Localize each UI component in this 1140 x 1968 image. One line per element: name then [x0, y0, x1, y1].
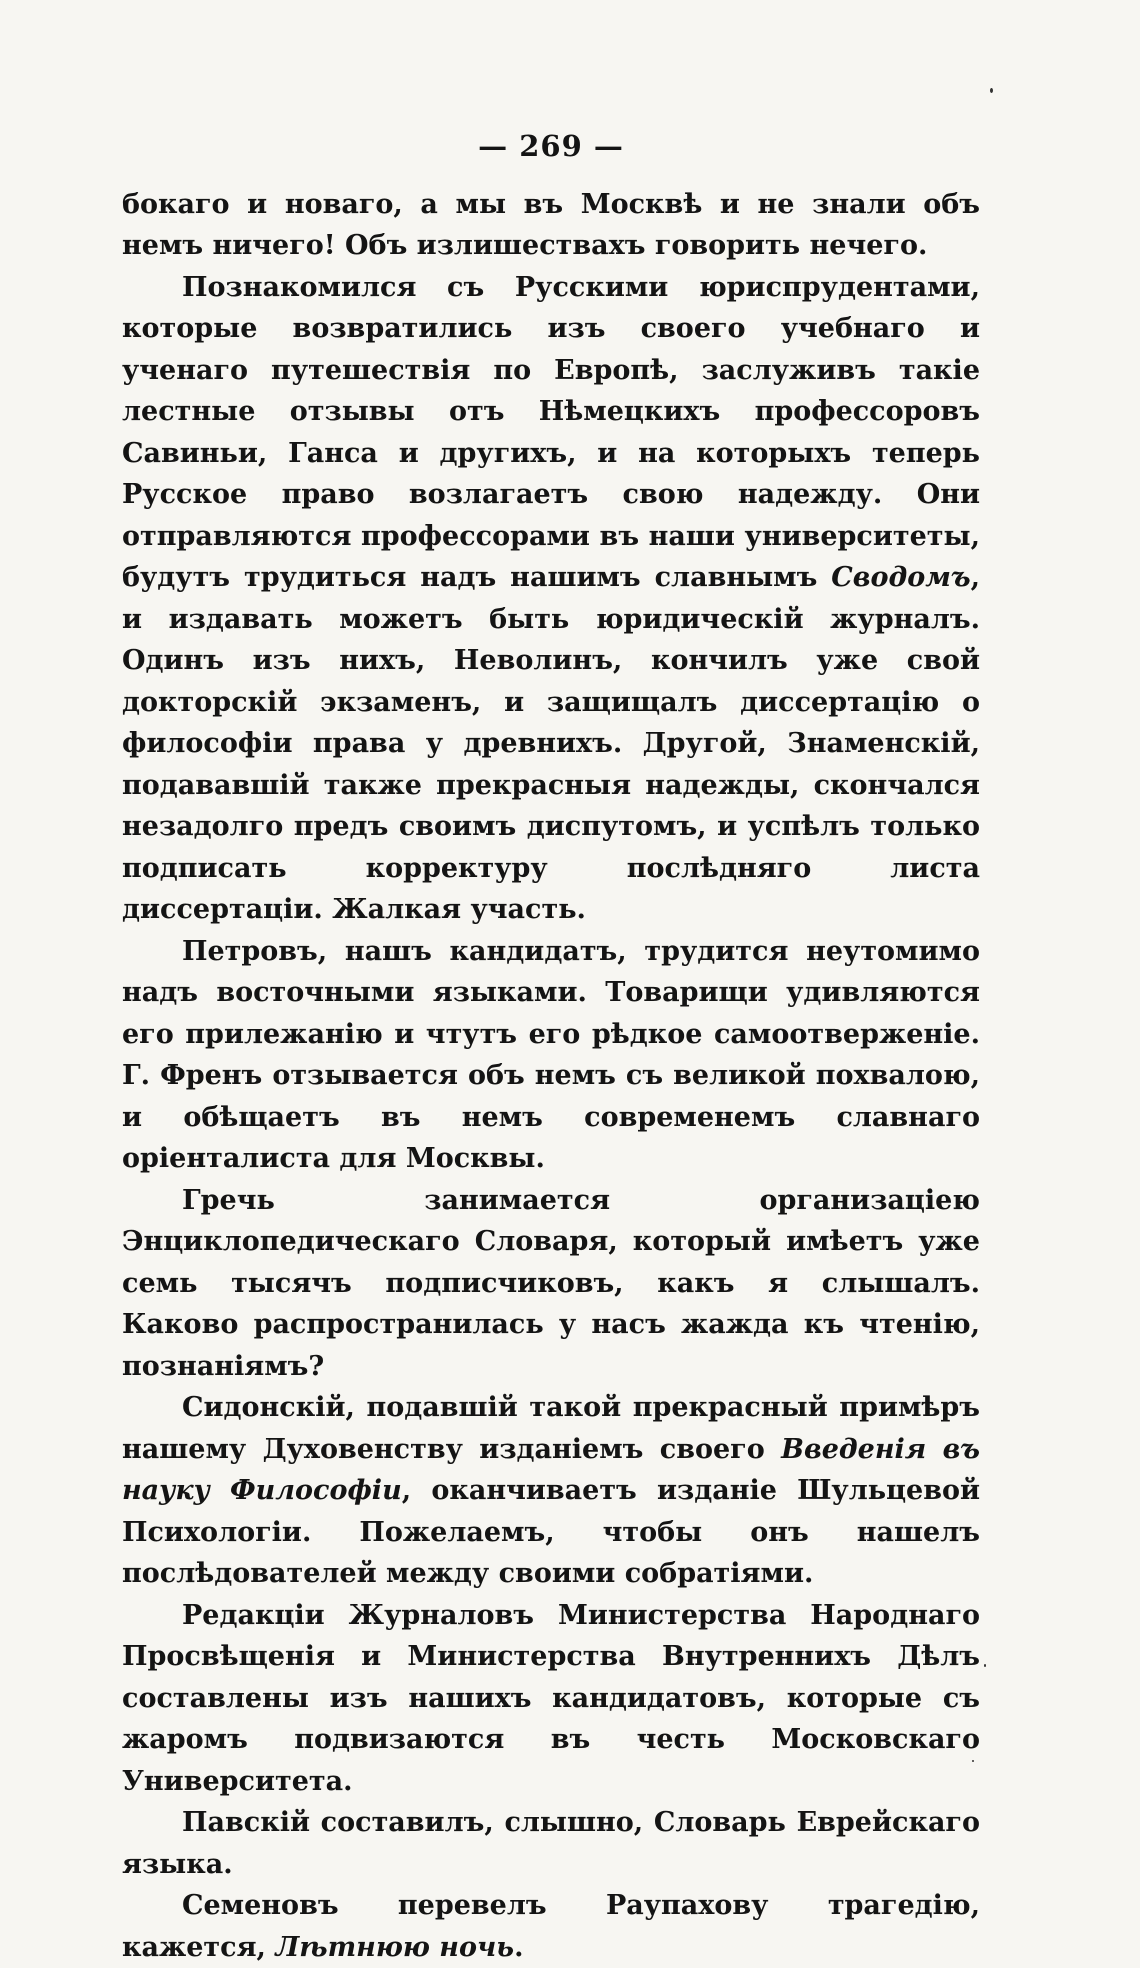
scan-speck	[990, 88, 993, 93]
paragraph-7	[122, 1802, 980, 1885]
text-span: , оканчиваетъ изданіе Шульцевой Психологіи. Пожелаемъ, чтобы онъ нашелъ послѣдователей между своими собратіями.	[122, 1475, 980, 1589]
scan-speck	[972, 1760, 974, 1762]
paragraph-5	[122, 1387, 980, 1595]
scan-speck	[984, 1664, 986, 1667]
text-span: Познакомился съ Русскими юриспрудентами, которые возвратились изъ своего учебнаго и ученаго путешествія по Европѣ, заслуживъ такіе лестные отзывы отъ Нѣмецкихъ профессоровъ Савиньи, Ганса и другихъ, и на которыхъ теперь Русское право возлагаетъ свою надежду. Они отправляются профессорами въ наши университеты, будутъ трудиться надъ нашимъ славнымъ	[122, 271, 980, 593]
text-span: Павскій составилъ, слышно, Словарь Еврейскаго языка.	[122, 1807, 980, 1880]
paragraph-2	[122, 267, 980, 931]
paragraph-6	[122, 1595, 980, 1803]
paragraph-8	[122, 1885, 980, 1968]
text-span: , и издавать можетъ быть юридическій журналъ. Одинъ изъ нихъ, Неволинъ, кончилъ уже свой докторскій экзаменъ, и защищалъ диссертацію о философіи права у древнихъ. Другой, Знаменскій, подававшій также прекрасныя надежды, скончался незадолго предъ своимъ диспутомъ, и успѣлъ только подписать корректуру послѣдняго листа диссертаціи. Жалкая участь.	[122, 562, 980, 925]
italic-title-letnyaya-noch: Лѣтнюю ночь	[275, 1931, 515, 1963]
text-span: Семеновъ перевелъ Раупахову трагедію, кажется,	[122, 1890, 980, 1963]
book-page	[122, 126, 980, 1968]
paragraph-3	[122, 931, 980, 1180]
text-span: Гречь занимается организаціею Энциклопедическаго Словаря, который имѣетъ уже семь тысячъ подписчиковъ, какъ я слышалъ. Каково распространилась у насъ жажда къ чтенію, познаніямъ?	[122, 1184, 980, 1382]
paragraph-1	[122, 184, 980, 267]
italic-title-vvedenie: Введенія въ науку Философіи	[122, 1433, 981, 1506]
text-span: .	[514, 1931, 524, 1963]
text-span: Сидонскій, подавшій такой прекрасный примѣръ нашему Духовенству изданіемъ своего	[122, 1392, 980, 1465]
text-span: Петровъ, нашъ кандидатъ, трудится неутомимо надъ восточными языками. Товарищи удивляются его прилежанію и чтутъ его рѣдкое самоотверженіе. Г. Френъ отзывается объ немъ съ великой похвалою, и обѣщаетъ въ немъ современемъ славнаго оріенталиста для Москвы.	[122, 935, 980, 1174]
paragraph-4	[122, 1180, 980, 1388]
page-number: — 269 —	[478, 129, 624, 163]
italic-title-svod: Сводомъ	[831, 562, 971, 593]
text-span: Редакціи Журналовъ Министерства Народнаго Просвѣщенія и Министерства Внутреннихъ Дѣлъ составлены изъ нашихъ кандидатовъ, которые съ жаромъ подвизаются въ честь Московскаго Университета.	[122, 1599, 980, 1797]
text-span: бокаго и новаго, а мы въ Москвѣ и не знали объ немъ ничего! Объ излишествахъ говорить нечего.	[122, 188, 980, 261]
